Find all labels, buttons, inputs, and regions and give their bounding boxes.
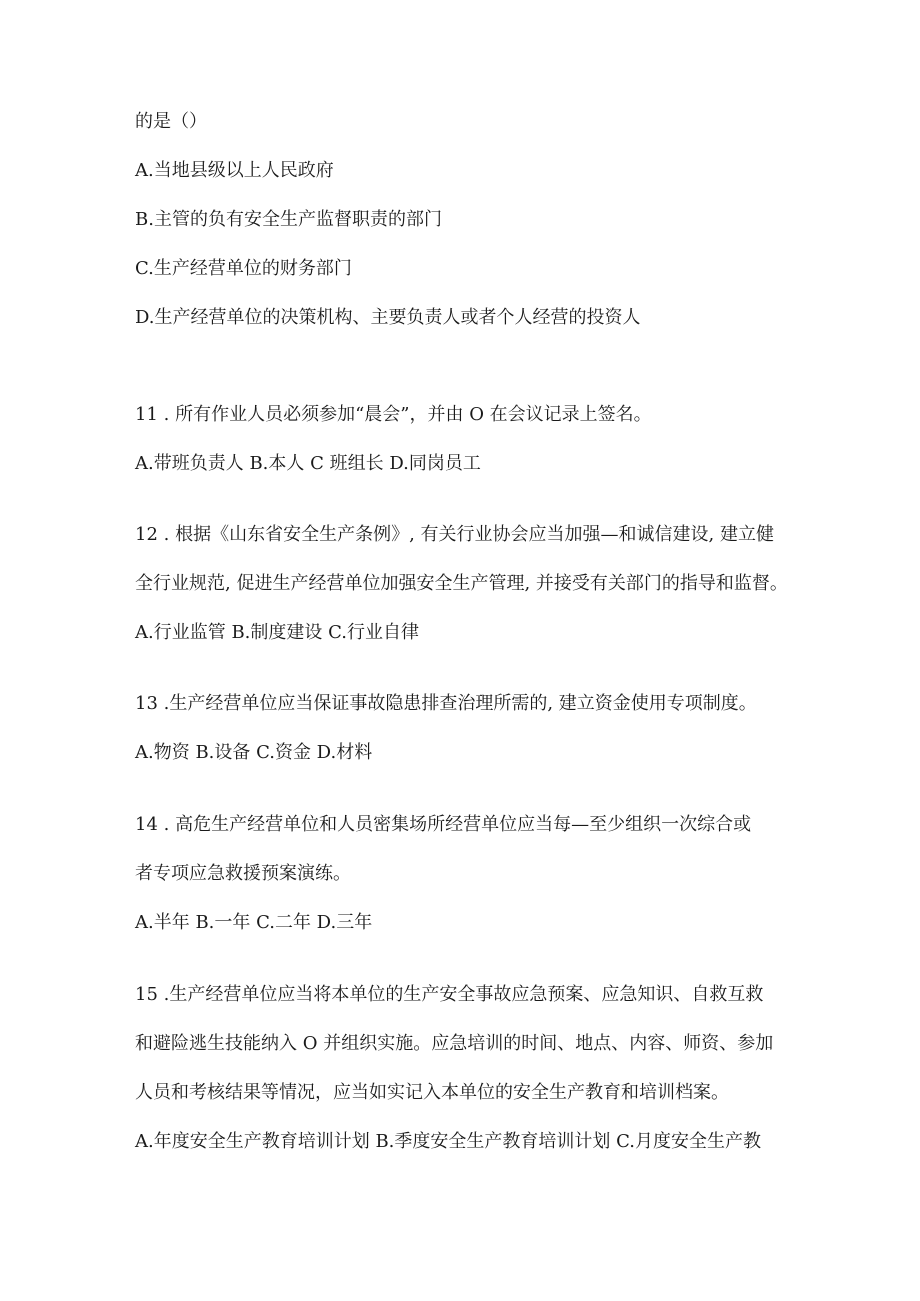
q15-stem-line-2: 和避险逃生技能纳入 O 并组织实施。应急培训的时间、地点、内容、师资、参加 <box>135 1033 774 1054</box>
q15-options: A.年度安全生产教育培训计划 B.季度安全生产教育培训计划 C.月度安全生产教 <box>135 1131 761 1152</box>
q13-options: A.物资 B.设备 C.资金 D.材料 <box>135 742 373 763</box>
q10-stem-tail: 的是（） <box>135 111 207 132</box>
q13-stem: 13 .生产经营单位应当保证事故隐患排查治理所需的, 建立资金使用专项制度。 <box>135 693 757 714</box>
q12-stem-line-1: 12 . 根据《山东省安全生产条例》, 有关行业协会应当加强—和诚信建设, 建立健 <box>135 524 774 545</box>
q12-options: A.行业监管 B.制度建设 C.行业自律 <box>135 622 419 643</box>
q10-option-d: D.生产经营单位的决策机构、主要负责人或者个人经营的投资人 <box>135 307 641 328</box>
q10-option-a: A.当地县级以上人民政府 <box>135 160 334 181</box>
q14-stem-line-1: 14 . 高危生产经营单位和人员密集场所经营单位应当每—至少组织一次综合或 <box>135 814 752 835</box>
q10-option-c: C.生产经营单位的财务部门 <box>135 258 352 279</box>
q11-options: A.带班负责人 B.本人 C 班组长 D.同岗员工 <box>135 453 481 474</box>
q14-options: A.半年 B.一年 C.二年 D.三年 <box>135 912 373 933</box>
q10-option-b: B.主管的负有安全生产监督职责的部门 <box>135 209 442 230</box>
q11-stem: 11 . 所有作业人员必须参加“晨会”，并由 O 在会议记录上签名。 <box>135 404 652 425</box>
q15-stem-line-3: 人员和考核结果等情况，应当如实记入本单位的安全生产教育和培训档案。 <box>135 1082 729 1103</box>
q15-stem-line-1: 15 .生产经营单位应当将本单位的生产安全事故应急预案、应急知识、自救互救 <box>135 984 764 1005</box>
q12-stem-line-2: 全行业规范, 促进生产经营单位加强安全生产管理, 并接受有关部门的指导和监督。 <box>135 573 788 594</box>
q14-stem-line-2: 者专项应急救援预案演练。 <box>135 863 351 884</box>
